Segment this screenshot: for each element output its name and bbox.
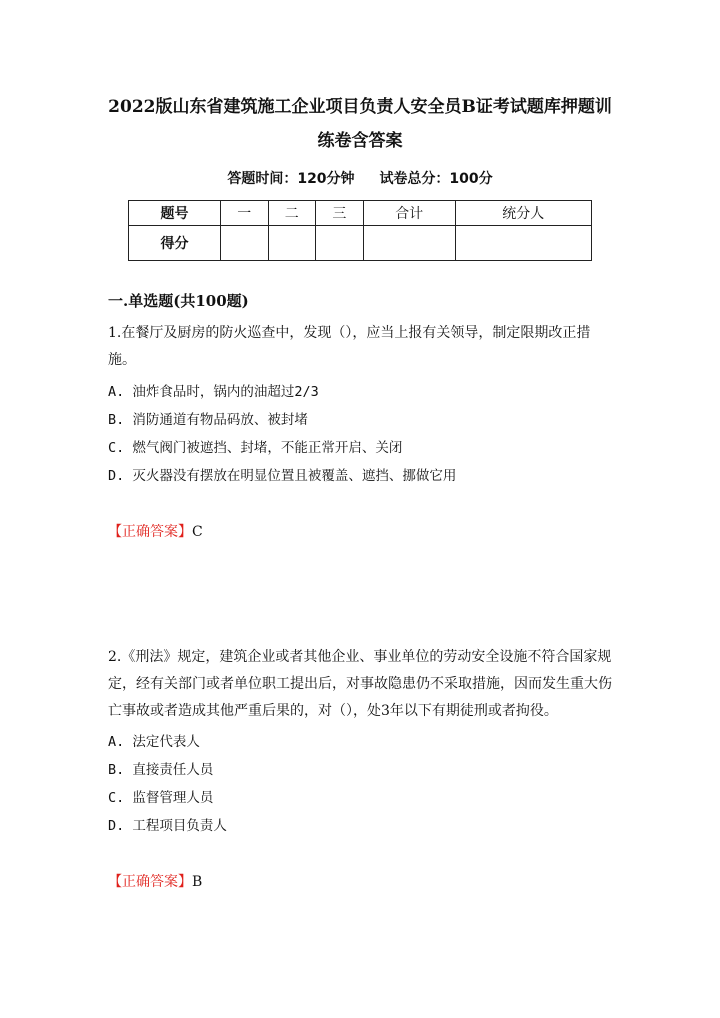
question-1-option-a: A. 油炸食品时，锅内的油超过2/3 xyxy=(108,384,319,400)
question-2-option-c: C. 监督管理人员 xyxy=(108,790,214,806)
score-cell xyxy=(363,226,455,261)
score-row-label: 得分 xyxy=(129,226,221,261)
question-1-answer xyxy=(108,521,203,541)
score-table-header: 题号 xyxy=(129,201,221,226)
answer-value: B xyxy=(192,874,203,890)
score-table-header: 三 xyxy=(316,201,364,226)
answer-label: 【正确答案】 xyxy=(108,524,192,540)
score-table-header: 统分人 xyxy=(455,201,591,226)
score-table-header: 一 xyxy=(220,201,268,226)
score-cell xyxy=(316,226,364,261)
question-1-option-d: D. 灭火器没有摆放在明显位置且被覆盖、遮挡、挪做它用 xyxy=(108,468,457,484)
section-title: 一.单选题(共100题) xyxy=(108,292,249,310)
question-2-stem: 2.《刑法》规定，建筑企业或者其他企业、事业单位的劳动安全设施不符合国家规定，经有关部门或者单位职工提出后，对事故隐患仍不采取措施，因而发生重大伤亡事故或者造成其他严重后果的，对（），处3年以下有期徒刑或者拘役。 xyxy=(108,649,612,719)
document-title xyxy=(100,90,620,158)
question-2-option-a: A. 法定代表人 xyxy=(108,734,200,750)
score-table-header-row xyxy=(129,201,592,226)
score-cell xyxy=(220,226,268,261)
answer-value: C xyxy=(192,524,203,540)
title-line-1: 2022版山东省建筑施工企业项目负责人安全员B证考试题库押题训 xyxy=(108,97,612,117)
exam-time: 答题时间：120分钟 xyxy=(227,171,355,187)
answer-label: 【正确答案】 xyxy=(108,874,192,890)
title-line-2: 练卷含答案 xyxy=(317,131,403,151)
score-table-header: 二 xyxy=(268,201,316,226)
score-cell xyxy=(455,226,591,261)
score-table-score-row xyxy=(129,226,592,261)
question-2-answer xyxy=(108,871,202,891)
question-1-option-c: C. 燃气阀门被遮挡、封堵，不能正常开启、关闭 xyxy=(108,440,403,456)
score-table xyxy=(128,200,592,261)
exam-meta xyxy=(0,168,720,188)
question-1-option-b: B. 消防通道有物品码放、被封堵 xyxy=(108,412,308,428)
question-2-option-d: D. 工程项目负责人 xyxy=(108,818,227,834)
question-1-stem: 1.在餐厅及厨房的防火巡查中，发现（），应当上报有关领导，制定限期改正措施。 xyxy=(108,325,591,368)
exam-total-score: 试卷总分：100分 xyxy=(379,171,493,187)
question-2-option-b: B. 直接责任人员 xyxy=(108,762,214,778)
score-table-header: 合计 xyxy=(363,201,455,226)
score-cell xyxy=(268,226,316,261)
